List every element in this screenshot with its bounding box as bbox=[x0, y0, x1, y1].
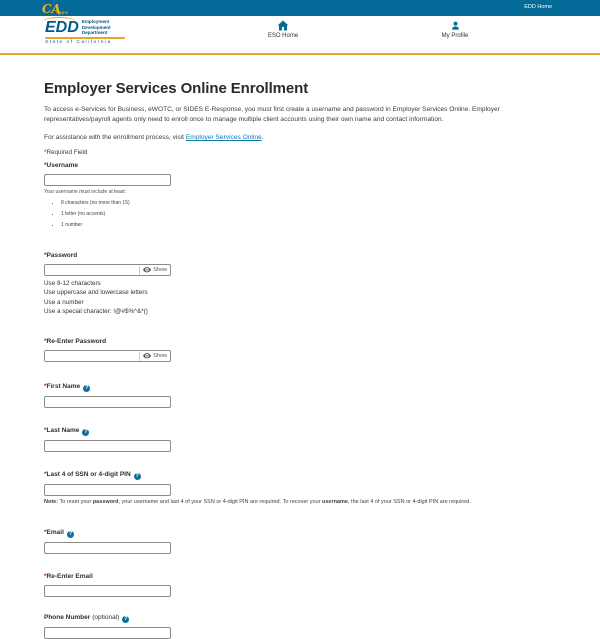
username-requirement-item: • 1 number bbox=[61, 222, 556, 228]
phone-help-icon[interactable]: ? bbox=[124, 616, 128, 623]
password-rule: Use 8-12 characters bbox=[44, 280, 101, 287]
phone-group bbox=[44, 614, 556, 639]
password-input[interactable] bbox=[45, 265, 139, 275]
required-asterisk: * bbox=[44, 427, 47, 435]
assistance-prefix: For assistance with the enrollment process, visit bbox=[44, 134, 186, 141]
edd-logo[interactable] bbox=[45, 19, 125, 45]
edd-logo-top bbox=[45, 19, 125, 36]
required-asterisk: * bbox=[44, 471, 47, 479]
required-asterisk: * bbox=[44, 529, 47, 537]
ca-gov-logo-ca: CA bbox=[42, 2, 61, 16]
edd-logo-acronym: EDD bbox=[45, 18, 79, 36]
ssn-pin-group bbox=[44, 471, 556, 505]
ssn-pin-note: Note: To reset your password, your username and last 4 of your SSN or 4-digit PIN are required. To recover your username, the last 4 of your SSN or 4-digit PIN are required. bbox=[44, 499, 471, 506]
ca-gov-logo[interactable] bbox=[42, 0, 71, 16]
password-rule: Use uppercase and lowercase letters bbox=[44, 289, 148, 297]
intro-paragraph: To access e-Services for Business, eWOTC, or SIDES E-Response, you must first create a username and password in Employer Services Online. Employer representatives/payroll agents only need to enroll once to manage multiple client accounts using their own name and contact information. bbox=[44, 106, 500, 123]
ssn-pin-input[interactable] bbox=[44, 484, 171, 496]
phone-input[interactable] bbox=[44, 627, 171, 639]
reenter-email-input[interactable] bbox=[44, 585, 171, 597]
reenter-password-show-label: Show bbox=[153, 353, 167, 360]
reenter-password-label: *Re-Enter Password bbox=[44, 338, 107, 346]
page-title: Employer Services Online Enrollment bbox=[44, 80, 309, 97]
phone-optional-text: (optional) bbox=[92, 614, 120, 622]
email-help-icon[interactable]: ? bbox=[68, 531, 73, 538]
first-name-group bbox=[44, 383, 556, 408]
edd-logo-line3: Department bbox=[81, 30, 108, 35]
ssn-pin-label: *Last 4 of SSN or 4-digit PIN ? bbox=[44, 471, 139, 480]
employer-services-online-link[interactable]: Employer Services Online bbox=[185, 134, 262, 141]
nav-my-profile-label: My Profile bbox=[441, 33, 469, 39]
gold-divider bbox=[0, 53, 600, 55]
edd-logo-line2: Development bbox=[81, 24, 111, 30]
phone-label: Phone Number (optional) ? bbox=[44, 614, 128, 623]
password-rules bbox=[44, 279, 556, 316]
username-input[interactable] bbox=[44, 174, 171, 186]
required-asterisk: * bbox=[44, 162, 47, 169]
password-rule: Use a special character: !@#$%^&*() bbox=[44, 307, 148, 315]
top-utility-bar bbox=[0, 0, 600, 16]
edd-home-link[interactable]: EDD Home bbox=[524, 4, 552, 10]
required-asterisk: * bbox=[44, 383, 47, 391]
password-input-wrap bbox=[44, 264, 171, 276]
last-name-group bbox=[44, 427, 556, 452]
nav-eso-home[interactable] bbox=[248, 20, 318, 39]
nav-my-profile[interactable] bbox=[420, 20, 490, 39]
edd-logo-department-lines bbox=[82, 19, 111, 36]
required-asterisk: * bbox=[44, 252, 47, 259]
nav-eso-home-label: ESO Home bbox=[267, 33, 299, 39]
password-rule: Use a number bbox=[44, 298, 84, 306]
edd-logo-state-text: State of California bbox=[45, 40, 112, 45]
required-asterisk: * bbox=[44, 573, 47, 581]
assistance-paragraph bbox=[44, 134, 556, 141]
home-icon bbox=[277, 20, 289, 31]
username-label: *Username bbox=[44, 162, 78, 169]
last-name-help-icon[interactable]: ? bbox=[84, 429, 88, 436]
email-input[interactable] bbox=[44, 542, 171, 554]
reenter-password-group bbox=[44, 338, 556, 362]
edd-logo-gold-swoosh bbox=[45, 37, 125, 39]
username-requirement-item: • 8 characters (no more than 15) bbox=[61, 200, 556, 206]
reenter-email-label: *Re-Enter Email bbox=[44, 573, 93, 581]
email-label: *Email ? bbox=[44, 529, 73, 538]
username-hint: Your username must include at least: bbox=[44, 189, 127, 195]
edd-logo-line1: Employment bbox=[81, 19, 110, 24]
password-label: *Password bbox=[44, 252, 78, 259]
password-show-label: Show bbox=[153, 267, 167, 273]
main-content bbox=[0, 80, 600, 639]
person-icon bbox=[450, 20, 461, 31]
first-name-help-icon[interactable]: ? bbox=[84, 385, 89, 392]
password-show-button[interactable] bbox=[139, 266, 170, 275]
ca-gov-logo-gov: gov bbox=[57, 11, 69, 16]
reenter-password-input-wrap bbox=[44, 350, 171, 362]
username-requirements-list bbox=[44, 200, 556, 228]
required-asterisk: * bbox=[44, 338, 47, 346]
username-requirement-item: • 1 letter (no accents) bbox=[61, 211, 556, 217]
eye-icon bbox=[143, 353, 151, 359]
last-name-label: *Last Name ? bbox=[44, 427, 88, 436]
username-group bbox=[44, 162, 556, 228]
reenter-password-show-button[interactable] bbox=[139, 352, 170, 361]
required-field-note: *Required Field bbox=[44, 149, 88, 156]
eye-icon bbox=[143, 267, 151, 273]
last-name-input[interactable] bbox=[44, 440, 171, 452]
password-group bbox=[44, 252, 556, 316]
ssn-pin-help-icon[interactable]: ? bbox=[135, 473, 139, 480]
assistance-suffix: . bbox=[261, 134, 264, 141]
email-group bbox=[44, 529, 556, 554]
reenter-email-group bbox=[44, 573, 556, 597]
reenter-password-input[interactable] bbox=[45, 351, 139, 361]
first-name-label: *First Name ? bbox=[44, 383, 89, 392]
site-header bbox=[0, 16, 600, 53]
first-name-input[interactable] bbox=[44, 396, 171, 408]
